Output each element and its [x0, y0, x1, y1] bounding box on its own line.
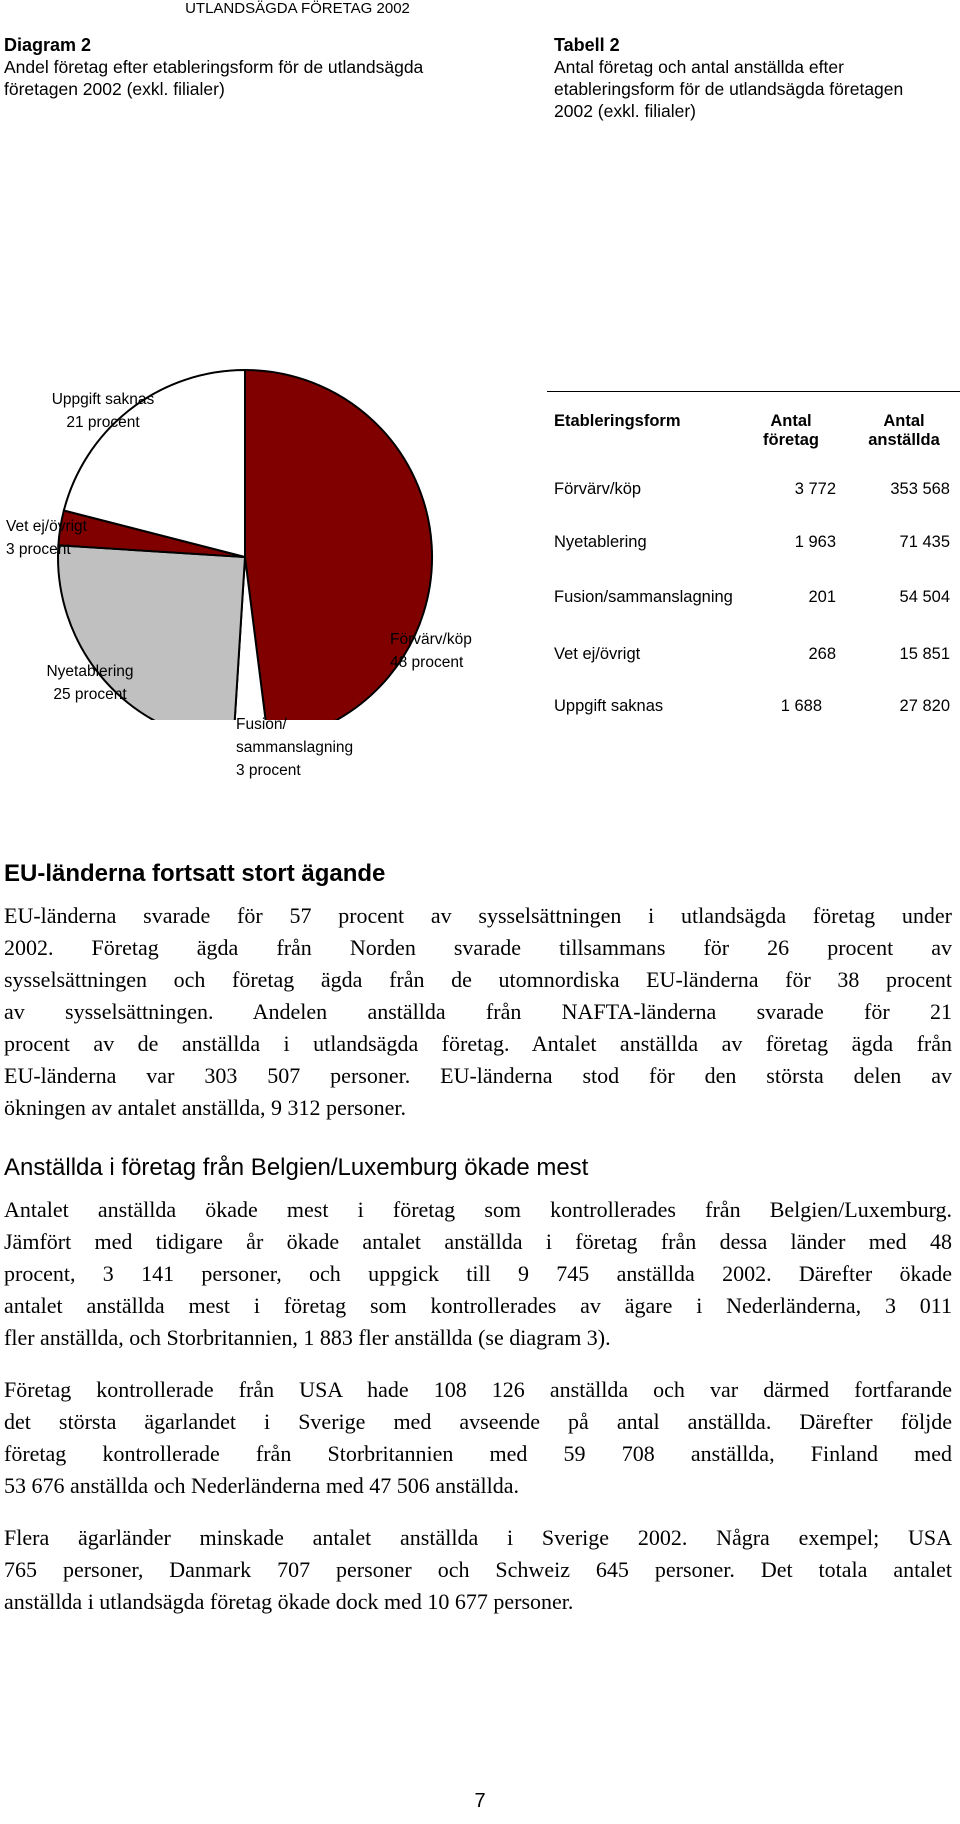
- text-line: anställda i utlandsägda företag ökade dock med 10 677 personer.: [4, 1589, 574, 1614]
- cell-companies: 201: [808, 588, 836, 606]
- pie-label-line: sammanslagning: [236, 739, 354, 756]
- diagram-caption: [4, 34, 504, 100]
- cell-form: Fusion/sammanslagning: [554, 588, 733, 606]
- pie-label-line: 48 procent: [390, 654, 464, 671]
- table-row: [554, 588, 950, 610]
- header-antal-foretag: [746, 412, 836, 450]
- diagram-label: Diagram 2: [4, 35, 92, 55]
- text-line: företag kontrollerade från Storbritannien med 59 708 anställda, Finland med: [4, 1441, 952, 1466]
- text-line: procent, 3 141 personer, och uppgick till 9 745 anställda 2002. Därefter ökade: [4, 1261, 952, 1286]
- text-line: 765 personer, Danmark 707 personer och Schweiz 645 personer. Det totala antalet: [4, 1557, 952, 1582]
- section2-paragraph-1: [4, 1194, 952, 1354]
- text-line: sysselsättningen och företag ägda från de utomnordiska EU-länderna för 38 procent: [4, 967, 952, 992]
- cell-form: Uppgift saknas: [554, 697, 664, 715]
- header-line: Antal: [770, 412, 812, 430]
- cell-employees: 27 820: [899, 697, 950, 715]
- text-line: Flera ägarländer minskade antalet anställda i Sverige 2002. Några exempel; USA: [4, 1525, 952, 1550]
- header-line: företag: [763, 431, 819, 449]
- text-line: Antalet anställda ökade mest i företag som kontrollerades från Belgien/Luxemburg.: [4, 1197, 952, 1222]
- header-antal-anstallda: [854, 412, 954, 450]
- table-top-rule: [547, 391, 960, 392]
- text-line: Företag kontrollerade från USA hade 108 126 anställda och var därmed fortfarande: [4, 1377, 952, 1402]
- text-line: EU-länderna var 303 507 personer. EU-länderna stod för den största delen av: [4, 1063, 952, 1088]
- pie-label-line: 25 procent: [53, 686, 127, 703]
- cell-employees: 54 504: [899, 588, 950, 606]
- text-line: 2002. Företag ägda från Norden svarade tillsammans för 26 procent av: [4, 935, 952, 960]
- pie-label-uppgift-saknas: [28, 388, 178, 434]
- text-line: 53 676 anställda och Nederländerna med 47 506 anställda.: [4, 1473, 520, 1498]
- pie-label-line: Nyetablering: [46, 663, 134, 680]
- text-line: ökningen av antalet anställda, 9 312 personer.: [4, 1095, 406, 1120]
- header-line: Antal: [883, 412, 925, 430]
- diagram-caption-line: Andel företag efter etableringsform för de utlandsägda: [4, 57, 424, 77]
- pie-label-fusion: [236, 713, 376, 782]
- section1-paragraph: [4, 900, 952, 1124]
- running-head: UTLANDSÄGDA FÖRETAG 2002: [185, 0, 410, 17]
- text-line: procent av de anställda i utlandsägda företag. Antalet anställda av företag ägda från: [4, 1031, 952, 1056]
- table-row: [554, 645, 950, 667]
- section2-paragraph-2: [4, 1374, 952, 1502]
- pie-label-line: Vet ej/övrigt: [6, 518, 87, 535]
- pie-label-line: 21 procent: [66, 414, 140, 431]
- table-row: [554, 533, 950, 555]
- pie-label-line: Förvärv/köp: [390, 631, 472, 648]
- pie-label-line: 3 procent: [236, 762, 301, 779]
- cell-employees: 353 568: [890, 480, 950, 498]
- table-row: [554, 697, 950, 719]
- table-caption-line: Antal företag och antal anställda efter: [554, 57, 844, 77]
- section2-paragraph-3: [4, 1522, 952, 1618]
- cell-form: Förvärv/köp: [554, 480, 642, 498]
- cell-form: Vet ej/övrigt: [554, 645, 641, 663]
- table-caption-line: etableringsform för de utlandsägda företagen: [554, 79, 904, 99]
- page-number: 7: [474, 1790, 486, 1812]
- text-line: av sysselsättningen. Andelen anställda från NAFTA-länderna svarade för 21: [4, 999, 952, 1024]
- table-row: [554, 480, 950, 502]
- pie-label-line: Fusion/: [236, 716, 287, 733]
- cell-form: Nyetablering: [554, 533, 647, 551]
- diagram-caption-line: företagen 2002 (exkl. filialer): [4, 79, 225, 99]
- text-line: EU-länderna svarade för 57 procent av sysselsättningen i utlandsägda företag under: [4, 903, 952, 928]
- cell-companies: 268: [808, 645, 836, 663]
- pie-label-nyetablering: [20, 660, 160, 706]
- text-line: fler anställda, och Storbritannien, 1 883 fler anställda (se diagram 3).: [4, 1325, 611, 1350]
- section2-heading: Anställda i företag från Belgien/Luxemburg ökade mest: [4, 1154, 589, 1181]
- pie-label-forvarv: [390, 628, 530, 674]
- pie-label-line: Uppgift saknas: [51, 391, 155, 408]
- pie-label-vet-ej: [6, 515, 126, 561]
- cell-companies: 3 772: [794, 480, 836, 498]
- cell-employees: 71 435: [899, 533, 950, 551]
- text-line: det största ägarlandet i Sverige med avseende på antal anställda. Därefter följde: [4, 1409, 952, 1434]
- table-label: Tabell 2: [554, 35, 620, 55]
- text-line: Jämfört med tidigare år ökade antalet anställda i företag från dessa länder med 48: [4, 1229, 952, 1254]
- header-line: anställda: [868, 431, 940, 449]
- cell-employees: 15 851: [899, 645, 950, 663]
- pie-label-line: 3 procent: [6, 541, 71, 558]
- table-caption-line: 2002 (exkl. filialer): [554, 101, 696, 121]
- table-caption: [554, 34, 960, 122]
- section1-heading: EU-länderna fortsatt stort ägande: [4, 860, 386, 887]
- cell-companies: 1 688: [780, 697, 822, 715]
- cell-companies: 1 963: [794, 533, 836, 551]
- text-line: antalet anställda mest i företag som kontrollerades av ägare i Nederländerna, 3 011: [4, 1293, 952, 1318]
- header-etableringsform: Etableringsform: [554, 412, 681, 430]
